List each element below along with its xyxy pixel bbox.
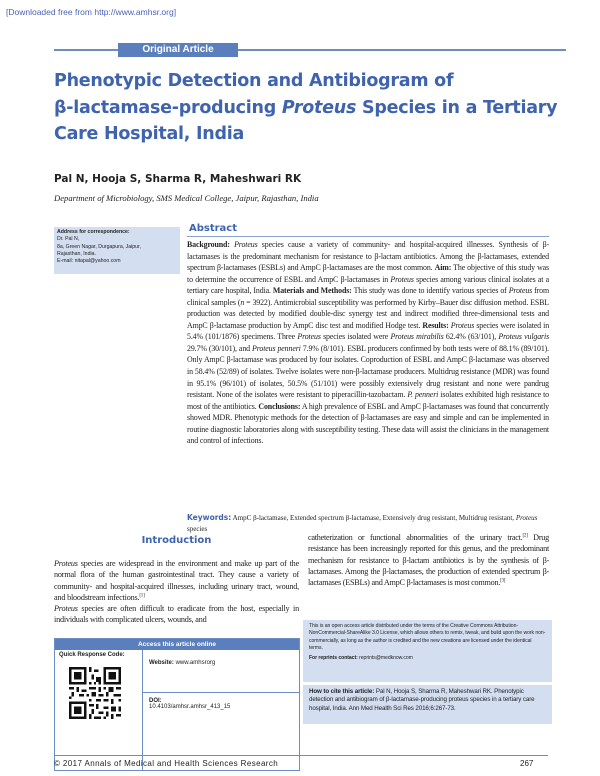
title-line-2: β-lactamase-producing Proteus Species in a Tertiary	[54, 97, 558, 118]
page-number: 267	[520, 759, 534, 768]
qr-panel	[55, 650, 143, 771]
citation-ref[interactable]: [2]	[522, 533, 528, 539]
abstract-body: Background: Proteus species cause a variety of community- and hospital-acquired illnesses. Synthesis of β-lactamases is the predominant mechanism for resistance to β-lactam antibiotics. Among the β-lactamases, extended spectrum β-lactamases (ESBLs) and AmpC β-lactamases are the most common. Aim: The objective of this study was to determine the occurrence of ESBL and AmpC β-lactamases in Proteus species among various clinical isolates at a tertiary care hospital, India. Materials and Methods: This study was done to identify various species of Proteus from clinical samples (n = 3922). Antimicrobial susceptibility was performed by Kirby–Bauer disc diffusion method. ESBL production was detected by modified double-disc synergy test and indirect modified three-dimensional tests and AmpC β-lactamase production by AmpC disc test and modified Hodge test. Results: Proteus species were isolated in 5.4% (101/1876) specimens. Three Proteus species isolated were Proteus mirabilis 62.4% (63/101), Proteus vulgaris 29.7% (30/101), and Proteus penneri 7.9% (8/101). ESBL producers confirmed by both tests were of 88.1% (89/101). Only AmpC β-lactamase was produced by four isolates. Coproduction of ESBL and AmpC β-lactamase was observed in 58.4% (52/89) of isolates. Twelve isolates were non-β-lactamase producers. Multidrug resistance (MDR) was found in 95.1% (96/101) of isolates, 50.5% (51/101) were possibly extensively drug resistant and none were pandrug resistant. None of the isolates were resistant to piperacillin-tazobactam. P. penneri isolates exhibited high resistance to most of the antibiotics. Conclusions: A high prevalence of ESBL and AmpC β-lactamases was found that concurrently showed MDR. Phenotypic methods for the detection of β-lactamases are easy and simple and can be implemented in routine diagnostic laboratories along with susceptibility testing. These data will assist the clinicians in the management and control of infections.	[187, 236, 549, 503]
correspondence-line: Dr. Pal N,	[57, 236, 80, 243]
correspondence-line: Rajasthan, India.	[57, 250, 96, 257]
access-header: Access this article online	[55, 639, 299, 650]
access-details	[143, 650, 300, 771]
correspondence-email[interactable]: E-mail: nitapal@yahoo.com	[57, 258, 121, 265]
license-text: This is an open access article distributed under the terms of the Creative Commons Attribution-NonCommercial-ShareAlike 3.0 License, which allows others to remix, tweak, and build upon the work non-commercially, as long as the author is credited and the new creations are licensed under the identical terms.	[309, 623, 546, 651]
correspondence-line: 8a, Green Nagar, Durgapura, Jaipur,	[57, 243, 141, 250]
citation-ref[interactable]: [3]	[500, 578, 506, 584]
article-type-label: Original Article	[118, 43, 238, 57]
qr-code-icon[interactable]	[69, 667, 121, 719]
access-online-box	[54, 638, 300, 771]
introduction-paragraph: Proteus species are widespread in the environment and make up part of the normal flora of the human gastrointestinal tract. They cause a variety of community- and hospital-acquired illnesses, including urinary tract, wound, and bloodstream infections.[1] Proteus species are often difficult to eradicate from the host, especially in individuals with complicated ulcers, wounds, and	[54, 559, 299, 625]
title-line-1: Phenotypic Detection and Antibiogram of	[54, 71, 454, 91]
abstract-heading: Abstract	[189, 223, 238, 234]
website-link[interactable]: www.amhsrorg	[175, 660, 216, 666]
correspondence-box	[54, 227, 180, 274]
author-list: Pal N, Hooja S, Sharma R, Maheshwari RK	[54, 173, 302, 185]
introduction-heading: Introduction	[141, 535, 212, 546]
cite-text: Pal N, Hooja S, Sharma R, Maheshwari RK. Phenotypic detection and antibiogram of β-lactamase-producing proteus species in a tertiary care hospital, India. Ann Med Health Sci Res 2016;6:267-73.	[309, 688, 535, 712]
doi-row	[149, 698, 230, 710]
correspondence-heading: Address for correspondence:	[57, 229, 130, 235]
doi-label: DOI:	[149, 698, 162, 704]
divider	[143, 692, 300, 693]
article-type-bar	[0, 43, 600, 57]
citation-box	[303, 685, 552, 724]
keywords-label: Keywords:	[187, 513, 232, 522]
title-line-3: Care Hospital, India	[54, 124, 245, 144]
introduction-paragraph-continued: catheterization or functional abnormalities of the urinary tract.[2] Drug resistance has been increasingly reported for this genus, and the predominant mechanism for resistance to β-lactam antibiotics is by the synthesis of β-lactamases. Among the β-lactamases, the production of extended spectrum β-lactamases (ESBLs) and AmpC β-lactamases is most common.[3]	[308, 533, 549, 588]
affiliation: Department of Microbiology, SMS Medical College, Jaipur, Rajasthan, India	[54, 193, 319, 203]
footer-copyright: © 2017 Annals of Medical and Health Sciences Research	[54, 759, 279, 768]
website-label: Website:	[149, 660, 174, 666]
cite-label: How to cite this article:	[309, 688, 375, 695]
license-box	[303, 620, 552, 682]
download-banner[interactable]: [Downloaded free from http://www.amhsr.org]	[6, 7, 177, 17]
website-row	[149, 660, 215, 666]
keywords: Keywords: AmpC β-lactamase, Extended spectrum β-lactamase, Extensively drug resistant, Multidrug resistant, Proteus species	[187, 513, 538, 533]
qr-label: Quick Response Code:	[59, 652, 125, 658]
doi-link[interactable]: 10.4103/amhsr.amhsr_413_15	[149, 704, 231, 710]
citation-ref[interactable]: [1]	[139, 593, 145, 599]
footer-rule	[54, 755, 548, 756]
reprints-contact: For reprints contact: reprints@medknow.com	[309, 655, 413, 662]
reprints-email[interactable]: reprints@medknow.com	[357, 655, 413, 662]
article-title	[54, 68, 574, 148]
